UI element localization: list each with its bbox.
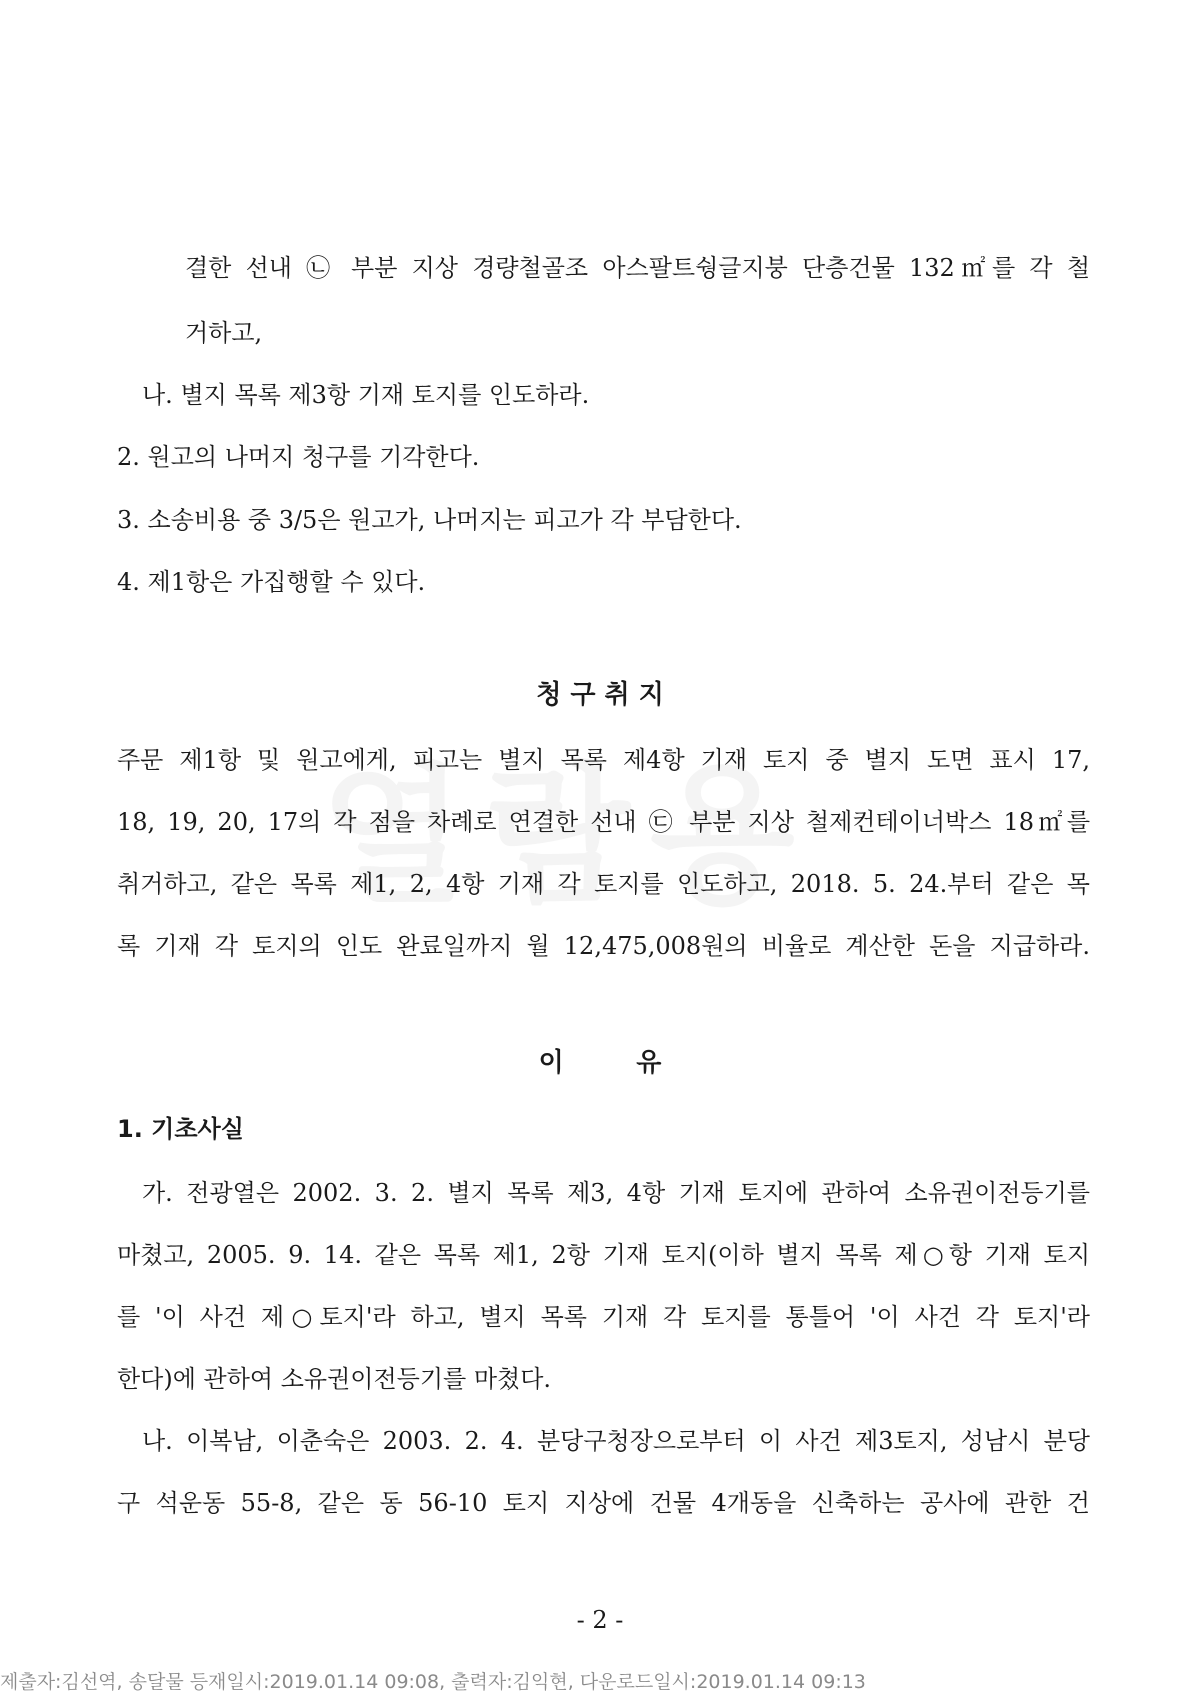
para-ga-line-3: 를 '이 사건 제○토지'라 하고, 별지 목록 기재 각 토지를 통틀어 '이 사건 각 토지'라 [117, 1303, 1090, 1331]
page-number: - 2 - [576, 1606, 624, 1634]
claim-line-1: 주문 제1항 및 원고에게, 피고는 별지 목록 제4항 기재 토지 중 별지 도면 표시 17, [117, 746, 1090, 774]
order-item-3: 3. 소송비용 중 3/5은 원고가, 나머지는 피고가 각 부담한다. [117, 506, 742, 534]
para-na-line-1: 나. 이복남, 이춘숙은 2003. 2. 4. 분당구청장으로부터 이 사건 제3토지, 성남시 분당 [142, 1427, 1090, 1455]
claim-line-3: 취거하고, 같은 목록 제1, 2, 4항 기재 각 토지를 인도하고, 2018. 5. 24.부터 같은 목 [117, 870, 1090, 898]
order-item-na: 나. 별지 목록 제3항 기재 토지를 인도하라. [142, 381, 590, 409]
order-item-4: 4. 제1항은 가집행할 수 있다. [117, 568, 426, 596]
footer-stamp: 제출자:김선역, 송달물 등재일시:2019.01.14 09:08, 출력자:김익현, 다운로드일시:2019.01.14 09:13 [0, 1671, 866, 1693]
claim-heading: 청 구 취 지 [536, 680, 664, 710]
para-ga-line-1: 가. 전광열은 2002. 3. 2. 별지 목록 제3, 4항 기재 토지에 관하여 소유권이전등기를 [142, 1179, 1090, 1207]
claim-line-2: 18, 19, 20, 17의 각 점을 차례로 연결한 선내 ㉢ 부분 지상 철제컨테이너박스 18㎡를 [117, 808, 1090, 836]
section-1-title: 1. 기초사실 [117, 1115, 244, 1143]
reason-heading: 이 유 [538, 1048, 662, 1078]
continuation-line-1: 결한 선내 ㉡ 부분 지상 경량철골조 아스팔트쉉글지붕 단층건물 132㎡를 각 철 [185, 254, 1090, 282]
para-ga-line-2: 마쳤고, 2005. 9. 14. 같은 목록 제1, 2항 기재 토지(이하 별지 목록 제○항 기재 토지 [117, 1241, 1090, 1269]
order-item-2: 2. 원고의 나머지 청구를 기각한다. [117, 443, 480, 471]
para-na-line-2: 구 석운동 55-8, 같은 동 56-10 토지 지상에 건물 4개동을 신축하는 공사에 관한 건 [117, 1489, 1090, 1517]
continuation-line-2: 거하고, [185, 319, 263, 347]
para-ga-line-4: 한다)에 관하여 소유권이전등기를 마쳤다. [117, 1365, 552, 1393]
claim-line-4: 록 기재 각 토지의 인도 완료일까지 월 12,475,008원의 비율로 계산한 돈을 지급하라. [117, 932, 1090, 960]
